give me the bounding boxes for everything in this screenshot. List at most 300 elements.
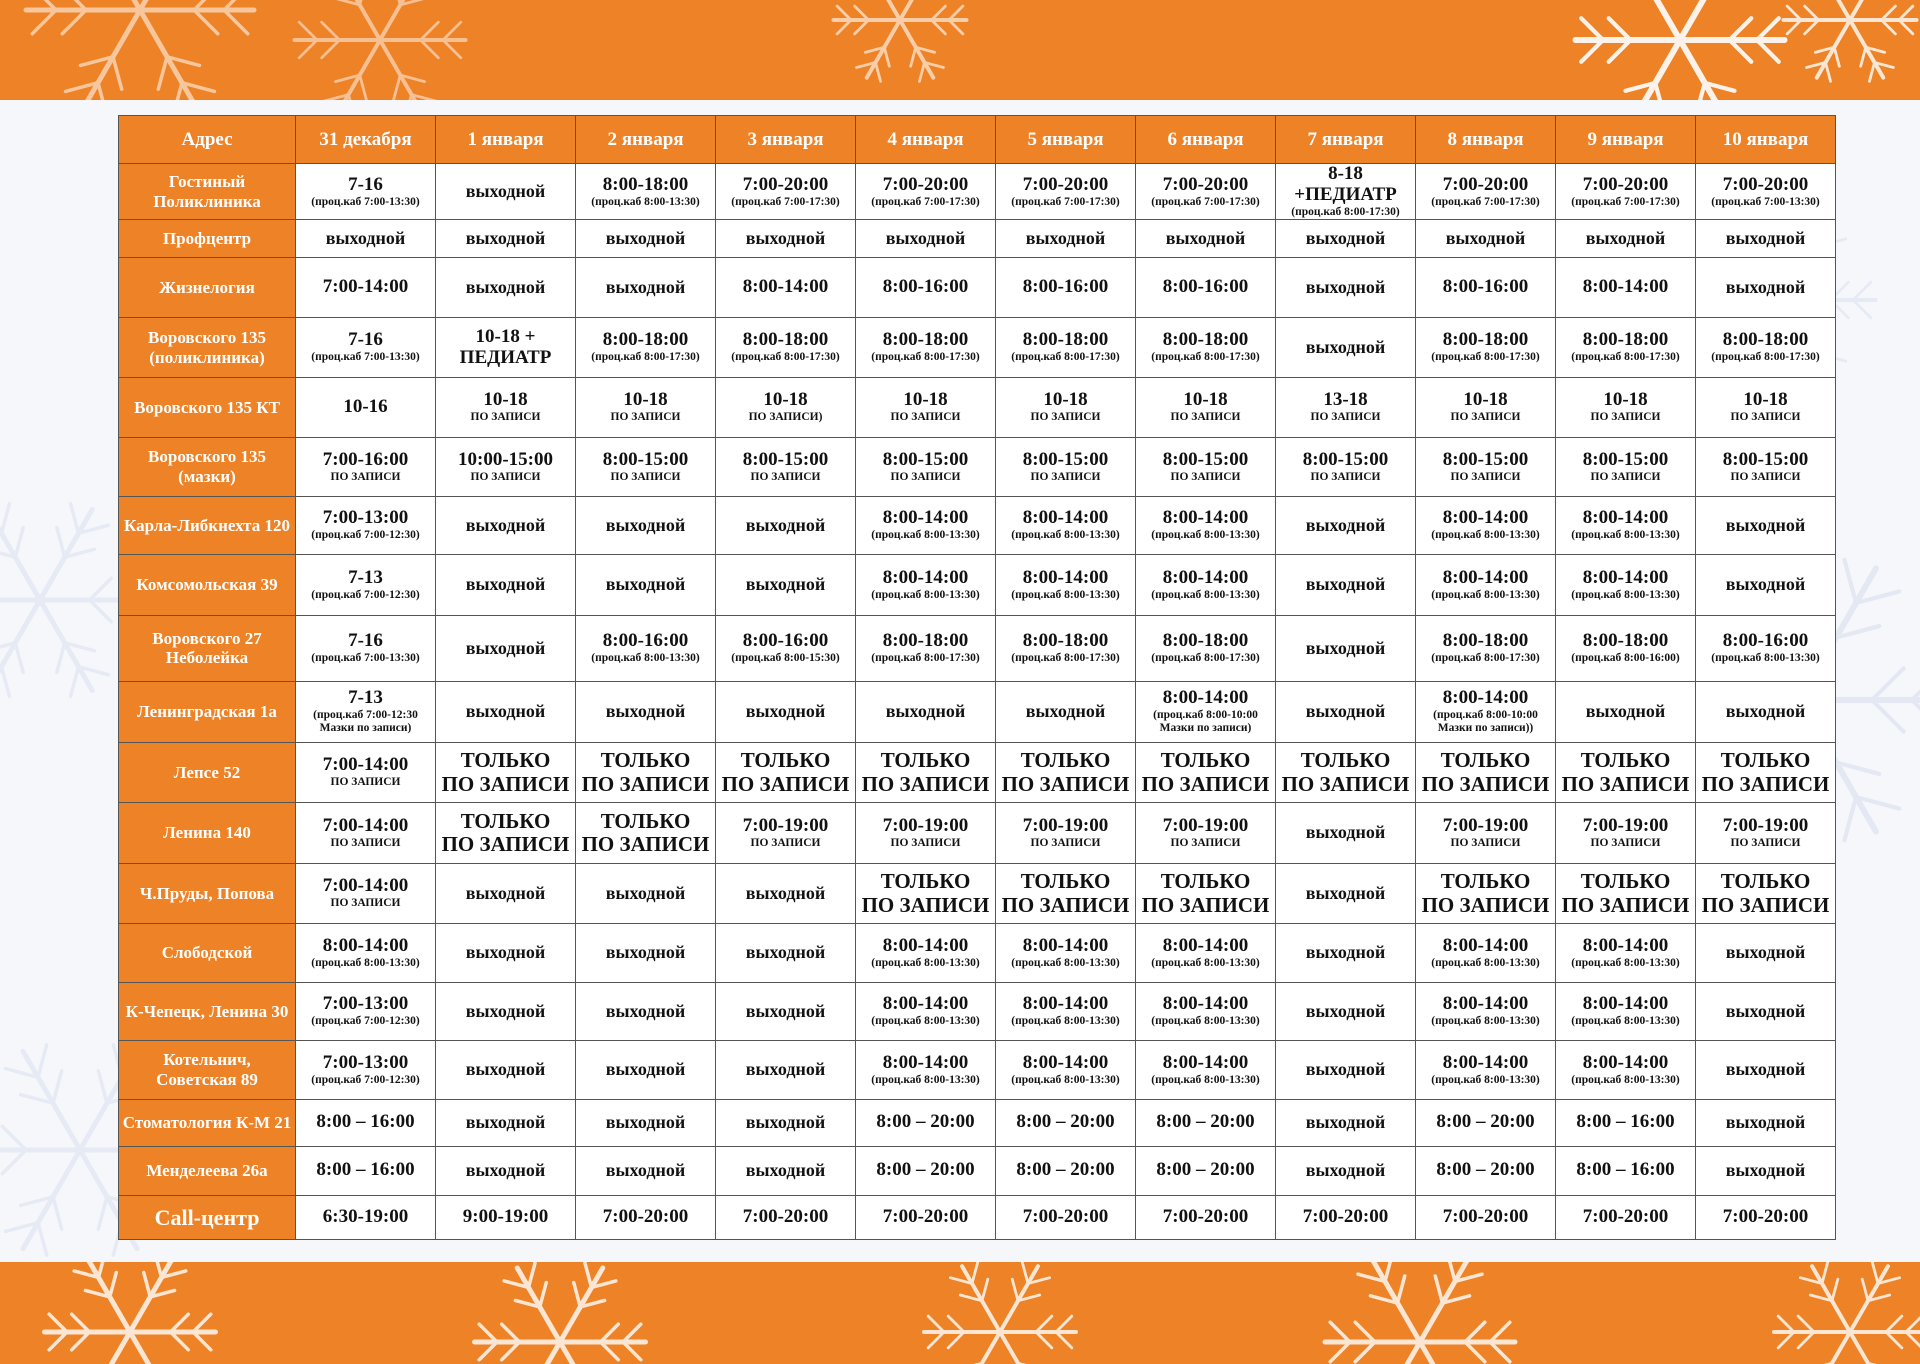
address-cell: Слободской xyxy=(119,924,296,982)
schedule-cell xyxy=(1136,1041,1276,1099)
schedule-cell xyxy=(856,615,996,682)
schedule-cell xyxy=(996,377,1136,438)
cell-hours: выходной xyxy=(1305,942,1386,963)
cell-hours: выходной xyxy=(1305,701,1386,722)
schedule-cell xyxy=(856,257,996,318)
cell-hours: 10-18 + ПЕДИАТР xyxy=(459,325,552,368)
cell-hours: 8:00-14:00 xyxy=(322,934,409,956)
cell-hours: 13-18 xyxy=(1323,389,1368,411)
cell-hours: 8:00-14:00 xyxy=(882,1051,969,1073)
cell-hours: 8:00-15:00 xyxy=(1162,448,1249,470)
cell-note: ПО ЗАПИСИ xyxy=(330,897,401,910)
snowflake-icon xyxy=(830,0,970,90)
cell-hours: выходной xyxy=(885,227,966,248)
cell-note: (проц.каб 8:00-13:30) xyxy=(1571,1073,1680,1086)
cell-hours: 8:00-16:00 xyxy=(1162,276,1249,298)
schedule-cell xyxy=(996,164,1136,220)
cell-hours: выходной xyxy=(605,1159,686,1180)
cell-note: (проц.каб 8:00-17:30) xyxy=(871,351,980,364)
schedule-cell xyxy=(996,803,1136,864)
cell-hours: 7:00-14:00 xyxy=(322,814,409,836)
cell-hours: 6:30-19:00 xyxy=(322,1205,409,1227)
schedule-cell xyxy=(1696,496,1836,554)
only-by-appointment-line2: ПО ЗАПИСИ xyxy=(581,771,710,796)
cell-hours: 8:00 – 16:00 xyxy=(316,1159,415,1181)
schedule-cell xyxy=(1276,1041,1416,1099)
cell-hours: 10-18 xyxy=(1183,389,1228,411)
cell-hours: выходной xyxy=(1305,514,1386,535)
schedule-row xyxy=(119,1195,1836,1240)
schedule-cell xyxy=(716,682,856,743)
only-by-appointment-line1: ТОЛЬКО xyxy=(1020,869,1111,893)
cell-hours: 8:00-18:00 xyxy=(882,329,969,351)
cell-hours: 10-18 xyxy=(623,389,668,411)
schedule-cell xyxy=(996,220,1136,257)
only-by-appointment-line1: ТОЛЬКО xyxy=(1440,748,1531,772)
schedule-cell xyxy=(996,1041,1136,1099)
schedule-cell xyxy=(1416,1041,1556,1099)
cell-hours: 8:00 – 20:00 xyxy=(1016,1111,1115,1133)
cell-hours: 7-13 xyxy=(348,566,383,588)
cell-note: (проц.каб 8:00-17:30) xyxy=(591,351,700,364)
cell-note: (проц.каб 8:00-13:30) xyxy=(1151,529,1260,542)
schedule-cell xyxy=(856,318,996,377)
cell-hours: 8:00-15:00 xyxy=(1022,448,1109,470)
cell-note: (проц.каб 7:00-13:30) xyxy=(311,351,420,364)
schedule-cell xyxy=(296,1195,436,1240)
schedule-cell xyxy=(1416,377,1556,438)
schedule-cell xyxy=(856,742,996,803)
cell-hours: выходной xyxy=(465,276,546,297)
schedule-cell xyxy=(1556,257,1696,318)
cell-hours: выходной xyxy=(745,942,826,963)
schedule-row xyxy=(119,615,1836,682)
schedule-cell xyxy=(1556,615,1696,682)
schedule-cell xyxy=(1696,318,1836,377)
cell-hours: 8:00-14:00 xyxy=(882,566,969,588)
schedule-cell xyxy=(1416,982,1556,1040)
schedule-row xyxy=(119,318,1836,377)
cell-hours: выходной xyxy=(465,1059,546,1080)
cell-hours: 8:00-14:00 xyxy=(742,276,829,298)
cell-hours: 7:00-20:00 xyxy=(1582,1205,1669,1227)
schedule-cell xyxy=(1696,803,1836,864)
only-by-appointment-line2: ПО ЗАПИСИ xyxy=(861,771,990,796)
cell-hours: 8:00 – 16:00 xyxy=(1576,1159,1675,1181)
cell-hours: 8:00-18:00 xyxy=(882,630,969,652)
cell-note: (проц.каб 8:00-13:30) xyxy=(1431,956,1540,969)
cell-note: (проц.каб 8:00-13:30) xyxy=(591,195,700,208)
schedule-cell xyxy=(1276,377,1416,438)
cell-hours: 8:00-18:00 xyxy=(1162,329,1249,351)
schedule-cell xyxy=(856,220,996,257)
cell-hours: 8:00-18:00 xyxy=(1022,630,1109,652)
schedule-cell xyxy=(576,1147,716,1195)
address-cell: Ч.Пруды, Попова xyxy=(119,863,296,924)
cell-note: (проц.каб 8:00-17:30) xyxy=(1571,351,1680,364)
cell-hours: 8:00-14:00 xyxy=(1162,687,1249,709)
cell-hours: 8:00-18:00 xyxy=(1442,630,1529,652)
cell-hours: выходной xyxy=(465,637,546,658)
only-by-appointment-line1: ТОЛЬКО xyxy=(600,748,691,772)
cell-hours: 8:00-14:00 xyxy=(1022,934,1109,956)
schedule-cell xyxy=(1696,742,1836,803)
cell-note: (проц.каб 8:00-13:30) xyxy=(1711,652,1820,665)
schedule-cell xyxy=(436,1195,576,1240)
schedule-cell xyxy=(576,682,716,743)
cell-hours: 7:00-19:00 xyxy=(1582,814,1669,836)
schedule-cell xyxy=(856,164,996,220)
cell-note: ПО ЗАПИСИ xyxy=(1030,470,1101,483)
cell-note: (проц.каб 8:00-13:30) xyxy=(1151,588,1260,601)
cell-note: (проц.каб 8:00-17:30) xyxy=(731,351,840,364)
cell-hours: выходной xyxy=(1165,227,1246,248)
only-by-appointment-line1: ТОЛЬКО xyxy=(1720,748,1811,772)
schedule-cell xyxy=(856,496,996,554)
schedule-cell xyxy=(1276,615,1416,682)
cell-note: (проц.каб 7:00-17:30) xyxy=(871,195,980,208)
schedule-cell xyxy=(1556,1099,1696,1146)
schedule-cell xyxy=(1696,1195,1836,1240)
cell-note: (проц.каб 7:00-17:30) xyxy=(1011,195,1120,208)
schedule-cell xyxy=(1136,555,1276,616)
schedule-cell xyxy=(1276,257,1416,318)
schedule-cell xyxy=(1136,377,1276,438)
schedule-cell xyxy=(296,682,436,743)
schedule-cell xyxy=(1556,164,1696,220)
schedule-cell xyxy=(576,803,716,864)
cell-note: (проц.каб 8:00-13:30) xyxy=(1571,956,1680,969)
schedule-cell xyxy=(996,555,1136,616)
only-by-appointment-line1: ТОЛЬКО xyxy=(1020,748,1111,772)
address-cell: Менделеева 26а xyxy=(119,1147,296,1195)
cell-hours: 7:00-19:00 xyxy=(1022,814,1109,836)
schedule-cell xyxy=(1416,555,1556,616)
cell-hours: выходной xyxy=(465,1159,546,1180)
cell-note: (проц.каб 8:00-13:30) xyxy=(1011,588,1120,601)
cell-hours: 7-16 xyxy=(348,630,383,652)
cell-hours: 7:00-19:00 xyxy=(882,814,969,836)
cell-hours: 10:00-15:00 xyxy=(458,448,553,470)
cell-hours: 8:00 – 20:00 xyxy=(1156,1111,1255,1133)
schedule-cell xyxy=(1136,803,1276,864)
cell-hours: 8:00-15:00 xyxy=(1442,448,1529,470)
cell-note: (проц.каб 7:00-17:30) xyxy=(731,195,840,208)
schedule-cell xyxy=(436,164,576,220)
cell-note: (проц.каб 8:00-13:30) xyxy=(1011,956,1120,969)
address-cell: Профцентр xyxy=(119,220,296,257)
schedule-cell xyxy=(856,1195,996,1240)
cell-hours: 7:00-20:00 xyxy=(882,173,969,195)
cell-hours: 8:00-16:00 xyxy=(602,630,689,652)
schedule-cell xyxy=(716,863,856,924)
schedule-cell xyxy=(296,982,436,1040)
only-by-appointment-line2: ПО ЗАПИСИ xyxy=(721,771,850,796)
snowflake-icon xyxy=(470,1262,650,1364)
schedule-cell xyxy=(436,438,576,496)
schedule-cell xyxy=(856,1147,996,1195)
snowflake-icon xyxy=(290,0,470,100)
address-cell: Воровского 27 Неболейка xyxy=(119,615,296,682)
schedule-cell xyxy=(1136,1147,1276,1195)
cell-hours: 8:00-16:00 xyxy=(1022,276,1109,298)
cell-note: (проц.каб 8:00-10:00 xyxy=(1153,709,1258,722)
schedule-cell xyxy=(1416,164,1556,220)
schedule-cell xyxy=(576,1041,716,1099)
cell-hours: 8:00-14:00 xyxy=(1162,934,1249,956)
cell-note: (проц.каб 7:00-12:30) xyxy=(311,1073,420,1086)
address-cell: Стоматология К-М 21 xyxy=(119,1099,296,1146)
schedule-row xyxy=(119,803,1836,864)
cell-hours: 8:00-14:00 xyxy=(1582,566,1669,588)
cell-hours: 8:00-14:00 xyxy=(1022,1051,1109,1073)
schedule-cell xyxy=(716,164,856,220)
cell-note: ПО ЗАПИСИ xyxy=(890,470,961,483)
schedule-cell xyxy=(576,164,716,220)
cell-hours: 8-18 +ПЕДИАТР xyxy=(1294,163,1397,206)
cell-note: ПО ЗАПИСИ xyxy=(1030,411,1101,424)
cell-note: ПО ЗАПИСИ xyxy=(330,470,401,483)
schedule-cell xyxy=(1136,924,1276,982)
schedule-cell xyxy=(716,318,856,377)
schedule-cell xyxy=(1416,803,1556,864)
day-column-header: 3 января xyxy=(716,116,856,164)
cell-note: (проц.каб 7:00-17:30) xyxy=(1151,195,1260,208)
schedule-cell xyxy=(996,318,1136,377)
cell-hours: выходной xyxy=(465,1112,546,1133)
cell-note: (проц.каб 7:00-12:30 xyxy=(313,709,418,722)
cell-note: ПО ЗАПИСИ xyxy=(1730,411,1801,424)
cell-hours: выходной xyxy=(745,1159,826,1180)
cell-hours: 8:00-14:00 xyxy=(1582,993,1669,1015)
address-cell: Котельнич, Советская 89 xyxy=(119,1041,296,1099)
schedule-cell xyxy=(716,555,856,616)
schedule-cell xyxy=(1416,682,1556,743)
cell-hours: 8:00-18:00 xyxy=(602,329,689,351)
cell-note-2: Мазки по записи)) xyxy=(1437,722,1534,735)
cell-hours: выходной xyxy=(1725,1112,1806,1133)
cell-hours: выходной xyxy=(1305,822,1386,843)
schedule-cell xyxy=(296,803,436,864)
only-by-appointment-line1: ТОЛЬКО xyxy=(880,869,971,893)
only-by-appointment-line2: ПО ЗАПИСИ xyxy=(1281,771,1410,796)
snowflake-icon xyxy=(20,0,260,100)
cell-note: (проц.каб 7:00-13:30) xyxy=(311,195,420,208)
schedule-cell xyxy=(296,924,436,982)
cell-note: ПО ЗАПИСИ xyxy=(330,836,401,849)
cell-hours: выходной xyxy=(1725,227,1806,248)
cell-note: ПО ЗАПИСИ xyxy=(330,776,401,789)
schedule-cell xyxy=(1416,1147,1556,1195)
day-column-header: 31 декабря xyxy=(296,116,436,164)
cell-hours: выходной xyxy=(1305,1059,1386,1080)
cell-hours: 8:00-14:00 xyxy=(1022,566,1109,588)
cell-hours: 8:00-18:00 xyxy=(1582,630,1669,652)
cell-hours: 10-18 xyxy=(763,389,808,411)
bottom-decor-band xyxy=(0,1262,1920,1364)
schedule-cell xyxy=(716,982,856,1040)
schedule-cell xyxy=(1136,438,1276,496)
schedule-cell xyxy=(1696,555,1836,616)
cell-hours: 7:00-19:00 xyxy=(1722,814,1809,836)
schedule-cell xyxy=(1136,1099,1276,1146)
schedule-cell xyxy=(1556,982,1696,1040)
cell-hours: выходной xyxy=(745,574,826,595)
only-by-appointment-line1: ТОЛЬКО xyxy=(460,748,551,772)
only-by-appointment-line1: ТОЛЬКО xyxy=(1720,869,1811,893)
schedule-row xyxy=(119,257,1836,318)
cell-hours: выходной xyxy=(605,227,686,248)
schedule-cell xyxy=(1276,1195,1416,1240)
schedule-cell xyxy=(296,496,436,554)
address-cell: Жизнелогия xyxy=(119,257,296,318)
schedule-cell xyxy=(436,1041,576,1099)
schedule-cell xyxy=(1136,257,1276,318)
schedule-cell xyxy=(576,220,716,257)
schedule-cell xyxy=(1556,742,1696,803)
snowflake-icon xyxy=(40,1262,220,1364)
only-by-appointment-line2: ПО ЗАПИСИ xyxy=(1001,892,1130,917)
cell-hours: 10-16 xyxy=(343,396,388,418)
schedule-cell xyxy=(1136,982,1276,1040)
cell-hours: 8:00-18:00 xyxy=(742,329,829,351)
schedule-row xyxy=(119,1041,1836,1099)
cell-hours: 8:00-18:00 xyxy=(602,173,689,195)
cell-hours: 8:00-16:00 xyxy=(1722,630,1809,652)
cell-hours: 8:00-15:00 xyxy=(742,448,829,470)
schedule-cell xyxy=(716,257,856,318)
only-by-appointment-line1: ТОЛЬКО xyxy=(600,808,691,833)
schedule-cell xyxy=(1556,1147,1696,1195)
cell-hours: 7:00-20:00 xyxy=(1722,173,1809,195)
schedule-cell xyxy=(856,1099,996,1146)
cell-hours: выходной xyxy=(745,882,826,903)
cell-hours: 8:00-14:00 xyxy=(1582,1051,1669,1073)
cell-hours: выходной xyxy=(465,227,546,248)
cell-hours: 7:00-20:00 xyxy=(1022,1205,1109,1227)
schedule-cell xyxy=(996,496,1136,554)
cell-note: (проц.каб 8:00-13:30) xyxy=(1571,1015,1680,1028)
cell-hours: 7:00-14:00 xyxy=(322,875,409,897)
schedule-cell xyxy=(1556,377,1696,438)
schedule-cell xyxy=(716,377,856,438)
schedule-cell xyxy=(716,615,856,682)
cell-hours: выходной xyxy=(1025,227,1106,248)
cell-note: (проц.каб 7:00-13:30) xyxy=(1711,195,1820,208)
schedule-cell xyxy=(996,863,1136,924)
cell-hours: 8:00-15:00 xyxy=(1302,448,1389,470)
cell-hours: выходной xyxy=(885,701,966,722)
cell-hours: 7:00-14:00 xyxy=(322,754,409,776)
schedule-cell xyxy=(1276,682,1416,743)
cell-note-2: Мазки по записи) xyxy=(319,722,412,735)
cell-hours: 8:00 – 20:00 xyxy=(876,1159,975,1181)
cell-note: ПО ЗАПИСИ xyxy=(1170,836,1241,849)
cell-hours: выходной xyxy=(605,1059,686,1080)
cell-note: ПО ЗАПИСИ xyxy=(750,470,821,483)
cell-note: (проц.каб 8:00-17:30) xyxy=(1011,652,1120,665)
snowflake-icon xyxy=(1570,0,1790,100)
cell-hours: 7:00-19:00 xyxy=(742,814,829,836)
schedule-cell xyxy=(1416,924,1556,982)
cell-hours: выходной xyxy=(745,514,826,535)
cell-hours: 10-18 xyxy=(1463,389,1508,411)
cell-note: (проц.каб 8:00-17:30) xyxy=(1151,351,1260,364)
cell-hours: 7:00-20:00 xyxy=(742,173,829,195)
cell-note: (проц.каб 8:00-13:30) xyxy=(1431,1073,1540,1086)
schedule-cell xyxy=(436,377,576,438)
day-column-header: 7 января xyxy=(1276,116,1416,164)
cell-hours: 8:00-14:00 xyxy=(1442,993,1529,1015)
cell-hours: 8:00-15:00 xyxy=(882,448,969,470)
schedule-cell xyxy=(436,682,576,743)
only-by-appointment-line1: ТОЛЬКО xyxy=(1160,869,1251,893)
cell-note: (проц.каб 8:00-17:30) xyxy=(1431,652,1540,665)
cell-hours: выходной xyxy=(605,276,686,297)
cell-hours: выходной xyxy=(1305,1159,1386,1180)
day-column-header: 5 января xyxy=(996,116,1136,164)
schedule-cell xyxy=(436,863,576,924)
address-column-header: Адрес xyxy=(119,116,296,164)
cell-hours: 7:00-19:00 xyxy=(1442,814,1529,836)
cell-hours: 8:00-15:00 xyxy=(1722,448,1809,470)
schedule-cell xyxy=(1696,164,1836,220)
schedule-cell xyxy=(436,496,576,554)
cell-note: (проц.каб 8:00-13:30) xyxy=(871,588,980,601)
cell-hours: 8:00-14:00 xyxy=(1022,507,1109,529)
cell-hours: выходной xyxy=(1445,227,1526,248)
cell-note: ПО ЗАПИСИ xyxy=(1310,411,1381,424)
schedule-cell xyxy=(716,924,856,982)
cell-hours: выходной xyxy=(1725,1000,1806,1021)
schedule-cell xyxy=(576,438,716,496)
cell-hours: выходной xyxy=(1725,514,1806,535)
cell-note: (проц.каб 7:00-12:30) xyxy=(311,1015,420,1028)
schedule-cell xyxy=(296,220,436,257)
cell-hours: выходной xyxy=(605,574,686,595)
cell-hours: выходной xyxy=(1305,227,1386,248)
cell-hours: 7:00-14:00 xyxy=(322,276,409,298)
cell-hours: 8:00-14:00 xyxy=(1162,566,1249,588)
schedule-cell xyxy=(1416,220,1556,257)
cell-note: (проц.каб 8:00-16:00) xyxy=(1571,652,1680,665)
cell-hours: 7:00-20:00 xyxy=(1442,1205,1529,1227)
schedule-cell xyxy=(1276,164,1416,220)
cell-hours: 8:00-15:00 xyxy=(602,448,689,470)
schedule-cell xyxy=(716,803,856,864)
schedule-cell xyxy=(436,555,576,616)
only-by-appointment-line2: ПО ЗАПИСИ xyxy=(1141,892,1270,917)
only-by-appointment-line2: ПО ЗАПИСИ xyxy=(1421,771,1550,796)
schedule-row xyxy=(119,682,1836,743)
cell-hours: 7:00-20:00 xyxy=(602,1205,689,1227)
schedule-cell xyxy=(1556,863,1696,924)
only-by-appointment-line1: ТОЛЬКО xyxy=(740,748,831,772)
cell-note: (проц.каб 7:00-12:30) xyxy=(311,588,420,601)
cell-hours: 8:00 – 16:00 xyxy=(1576,1111,1675,1133)
schedule-cell xyxy=(1276,863,1416,924)
only-by-appointment-line2: ПО ЗАПИСИ xyxy=(1561,892,1690,917)
address-cell: Карла-Либкнехта 120 xyxy=(119,496,296,554)
schedule-cell xyxy=(1276,555,1416,616)
schedule-cell xyxy=(1276,318,1416,377)
schedule-cell xyxy=(1416,615,1556,682)
top-decor-band xyxy=(0,0,1920,100)
cell-note: ПО ЗАПИСИ xyxy=(610,470,681,483)
schedule-cell xyxy=(296,164,436,220)
schedule-cell xyxy=(1276,438,1416,496)
cell-hours: выходной xyxy=(465,701,546,722)
